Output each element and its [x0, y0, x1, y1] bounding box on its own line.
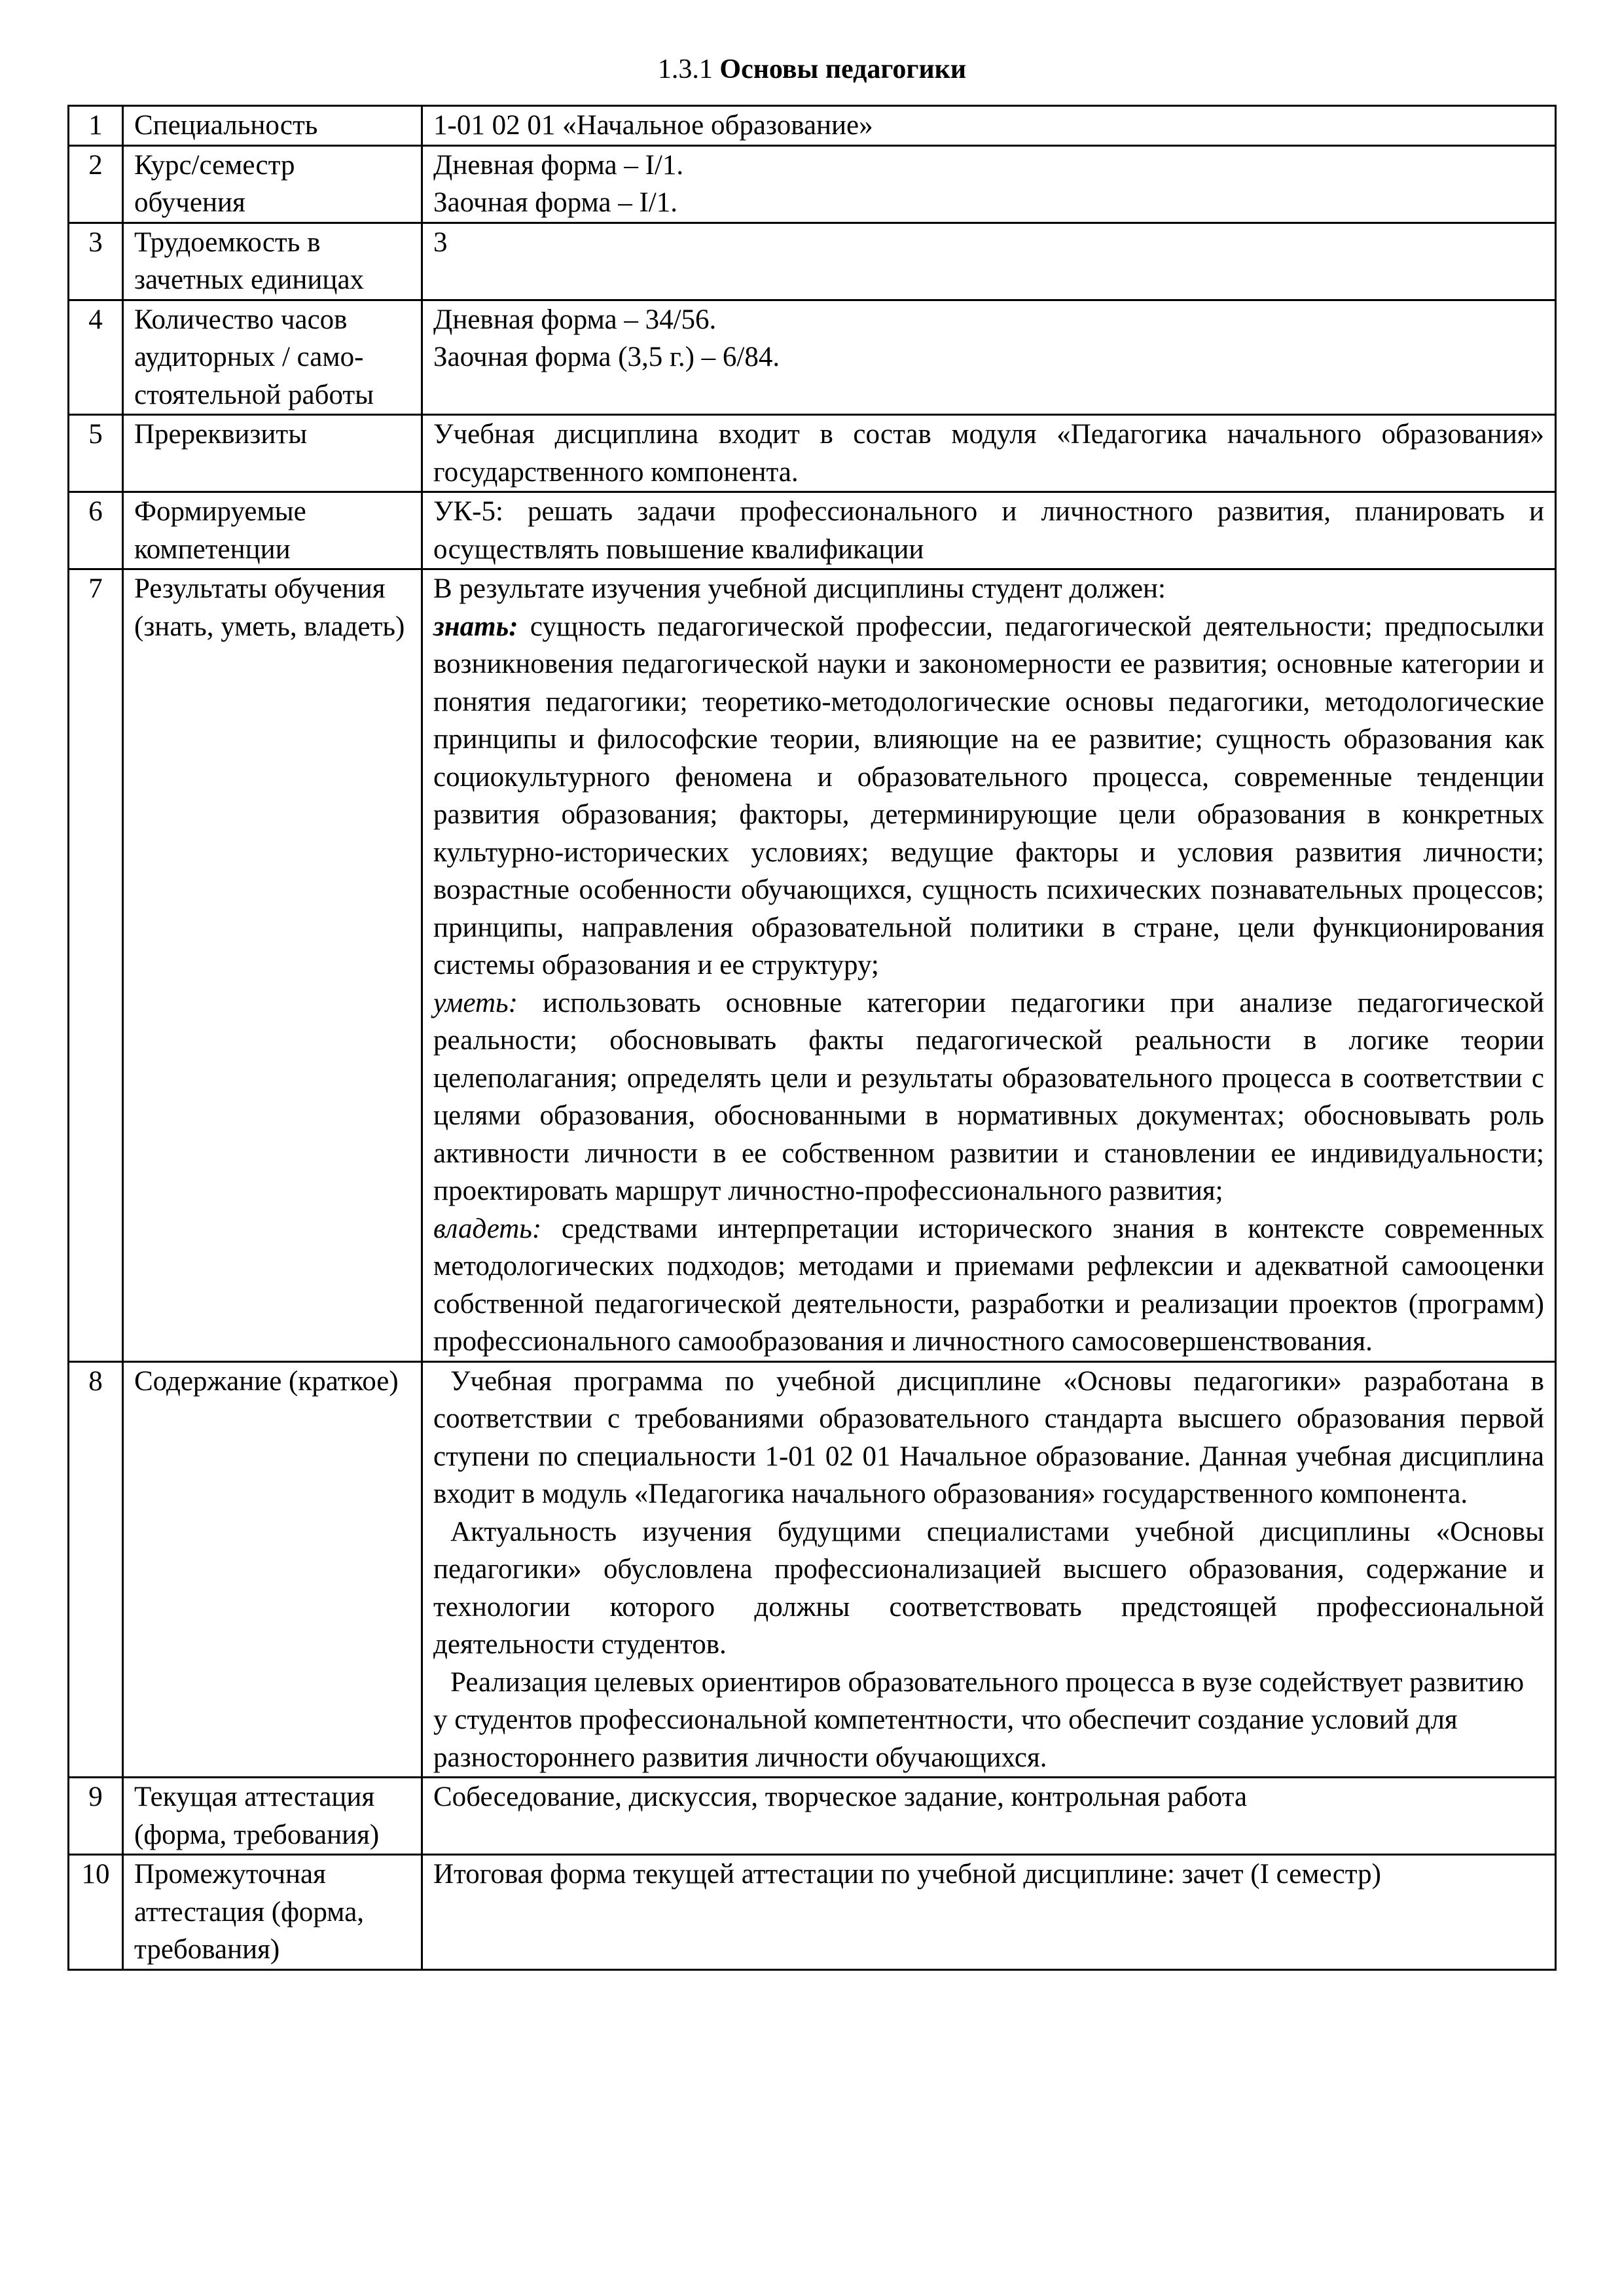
- row-number: 7: [69, 569, 123, 1362]
- table-row: [69, 145, 1556, 223]
- value-line: Заочная форма (3,5 г.) – 6/84.: [433, 342, 780, 372]
- outcome-own: [433, 1210, 1544, 1361]
- row-number: 6: [69, 492, 123, 569]
- row-label: Формируемые компетенции: [123, 492, 422, 569]
- table-row: [69, 569, 1556, 1362]
- row-number: 2: [69, 145, 123, 223]
- row-value: [422, 223, 1556, 300]
- table-row: [69, 492, 1556, 569]
- course-title: Основы педагогики: [719, 54, 967, 84]
- value-line: Заочная форма – I/1.: [433, 187, 677, 218]
- value-line: Дневная форма – I/1.: [433, 149, 684, 181]
- table-row: [69, 106, 1556, 146]
- value-line: Дневная форма – 34/56.: [433, 304, 717, 335]
- row-number: 8: [69, 1361, 123, 1778]
- row-number: 3: [69, 223, 123, 300]
- row-number: 1: [69, 106, 123, 146]
- table-row: [69, 415, 1556, 492]
- table-row: [69, 223, 1556, 300]
- outcome-term: уметь:: [433, 987, 518, 1018]
- row-value: [422, 1778, 1556, 1855]
- row-value: [422, 569, 1556, 1362]
- content-paragraph: Реализация целевых ориентиров образовательного процесса в вузе содействует развитию у студентов профессиональной компетентности, что обеспечит создание условий для разностороннего развития личности обучающихся.: [433, 1666, 1525, 1773]
- row-value: [422, 1855, 1556, 1970]
- row-label: Пререквизиты: [123, 415, 422, 492]
- row-label: Курс/семестр обучения: [123, 145, 422, 223]
- section-number: 1.3.1: [657, 54, 713, 84]
- value-line: Итоговая форма текущей аттестации по учебной дисциплине: зачет (I семестр): [433, 1859, 1381, 1890]
- value-line: Учебная дисциплина входит в состав модуля «Педагогика начального образования» государственного компонента.: [433, 419, 1544, 488]
- row-value: [422, 106, 1556, 146]
- course-card-table: [67, 105, 1557, 1971]
- table-row: [69, 1855, 1556, 1970]
- page-title: [0, 51, 1624, 88]
- row-value: [422, 492, 1556, 569]
- value-line: 1-01 02 01 «Начальное образование»: [433, 110, 873, 141]
- row-value: [422, 415, 1556, 492]
- row-label: Трудоемкость в зачетных единицах: [123, 223, 422, 300]
- row-value: [422, 145, 1556, 223]
- table-row: [69, 1361, 1556, 1778]
- row-label: Текущая аттестация (форма, требования): [123, 1778, 422, 1855]
- content-paragraph: Актуальность изучения будущими специалистами учебной дисциплины «Основы педагогики» обусловлена профессионализацией высшего образования, содержание и технологии которого должны соответствовать предстоящей профессиональной деятельности студентов.: [433, 1516, 1544, 1660]
- row-label: Промежуточная аттестация (форма, требования): [123, 1855, 422, 1970]
- outcome-text: средствами интерпретации исторического знания в контексте современных методологических подходов; методами и приемами рефлексии и адекватной самооценки собственной педагогической деятельности, разработки и реализации проектов (программ) профессионального самообразования и личностного самосовершенствования.: [433, 1213, 1544, 1357]
- row-label: Специальность: [123, 106, 422, 146]
- row-number: 5: [69, 415, 123, 492]
- row-number: 4: [69, 300, 123, 415]
- row-value: [422, 1361, 1556, 1778]
- outcome-text: сущность педагогической профессии, педагогической деятельности; предпосылки возникновения педагогической науки и закономерности ее развития; основные категории и понятия педагогики; теоретико-методологические основы педагогики, методологические принципы и философские теории, влияющие на ее развитие; сущность образования как социокультурного феномена и образовательного процесса, современные тенденции развития образования; факторы, детерминирующие цели образования в конкретных культурно-исторических условиях; ведущие факторы и условия развития личности; возрастные особенности обучающихся, сущность психических познавательных процессов; принципы, направления образовательной политики в стране, цели функционирования системы образования и ее структуру;: [433, 611, 1544, 980]
- outcome-know: [433, 608, 1544, 984]
- outcomes-intro: В результате изучения учебной дисциплины студент должен:: [433, 573, 1166, 604]
- row-number: 9: [69, 1778, 123, 1855]
- table-row: [69, 300, 1556, 415]
- row-value: [422, 300, 1556, 415]
- value-line: УК-5: решать задачи профессионального и личностного развития, планировать и осуществлять повышение квалификации: [433, 496, 1544, 565]
- outcome-can: [433, 984, 1544, 1210]
- row-number: 10: [69, 1855, 123, 1970]
- table-row: [69, 1778, 1556, 1855]
- value-line: Собеседование, дискуссия, творческое задание, контрольная работа: [433, 1782, 1248, 1812]
- outcome-term: владеть:: [433, 1213, 542, 1244]
- outcome-text: использовать основные категории педагогики при анализе педагогической реальности; обосновывать факты педагогической реальности в логике теории целеполагания; определять цели и результаты образовательного процесса в соответствии с целями образования, обоснованными в нормативных документах; обосновывать роль активности личности в ее собственном развитии и становлении ее индивидуальности; проектировать маршрут личностно-профессионального развития;: [433, 987, 1544, 1206]
- outcome-term: знать:: [433, 611, 518, 642]
- row-label: Количество часов аудиторных / само-стоятельной работы: [123, 300, 422, 415]
- row-label: Содержание (краткое): [123, 1361, 422, 1778]
- row-label: Результаты обучения (знать, уметь, владеть): [123, 569, 422, 1362]
- content-paragraph: Учебная программа по учебной дисциплине «Основы педагогики» разработана в соответствии с требованиями образовательного стандарта высшего образования первой ступени по специальности 1-01 02 01 Начальное образование. Данная учебная дисциплина входит в модуль «Педагогика начального образования» государственного компонента.: [433, 1365, 1544, 1509]
- value-line: 3: [433, 226, 448, 258]
